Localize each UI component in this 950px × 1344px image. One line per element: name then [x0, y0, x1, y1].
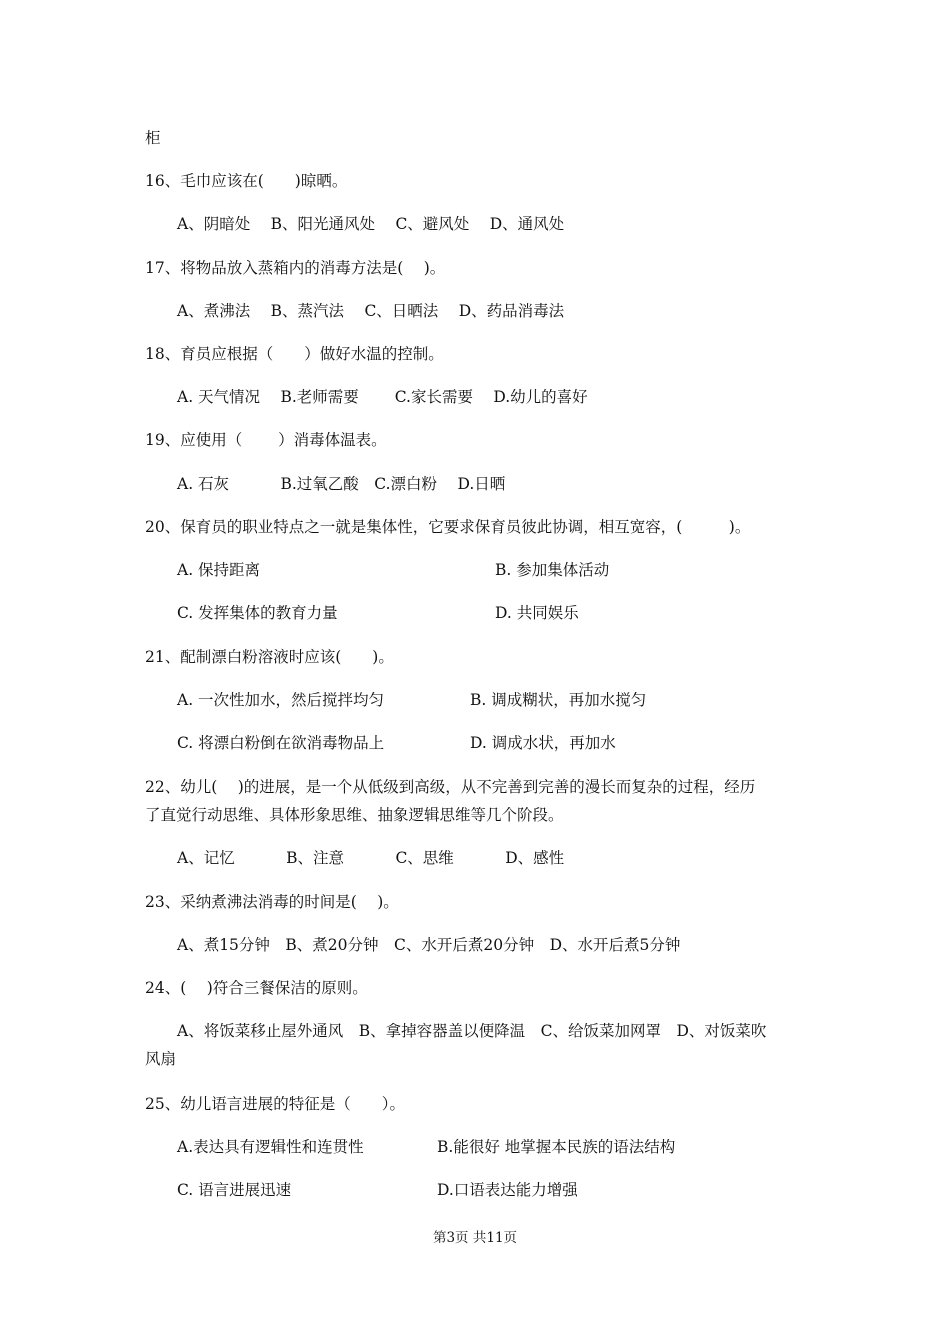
answer-options: A. 石灰 B.过氧乙酸 C.漂白粉 D.日晒: [177, 475, 506, 493]
question-text: 19、应使用（ ）消毒体温表。: [145, 431, 387, 449]
question-text: 柜: [145, 129, 161, 147]
question-text: 16、毛巾应该在( )晾晒。: [145, 172, 348, 190]
answer-options: A、记忆 B、注意 C、思维 D、感性: [177, 849, 565, 867]
question-text: 25、幼儿语言进展的特征是（ ）。: [145, 1095, 405, 1113]
question-text: 23、采纳煮沸法消毒的时间是( )。: [145, 893, 399, 911]
answer-options: A、煮沸法 B、蒸汽法 C、日晒法 D、药品消毒法: [177, 302, 565, 320]
answer-options: A、将饭菜移止屋外通风 B、拿掉容器盖以便降温 C、给饭菜加网罩 D、对饭菜吹: [177, 1022, 767, 1040]
answer-option-left: C. 将漂白粉倒在欲消毒物品上: [177, 734, 385, 752]
question-text: 风扇: [145, 1050, 177, 1068]
question-text: 20、保育员的职业特点之一就是集体性，它要求保育员彼此协调，相互宽容，( )。: [145, 518, 751, 536]
answer-option-right: B.能很好 地掌握本民族的语法结构: [437, 1138, 676, 1156]
page-footer: 第3页 共11页: [432, 1230, 518, 1246]
answer-option-left: C. 语言进展迅速: [177, 1181, 292, 1199]
answer-option-right: B. 调成糊状，再加水搅匀: [470, 691, 647, 709]
question-text: 18、育员应根据（ ）做好水温的控制。: [145, 345, 444, 363]
answer-options: A. 天气情况 B.老师需要 C.家长需要 D.幼儿的喜好: [177, 388, 588, 406]
answer-options: A、阴暗处 B、阳光通风处 C、避风处 D、通风处: [177, 215, 565, 233]
question-text: 17、将物品放入蒸箱内的消毒方法是( )。: [145, 259, 446, 277]
question-text: 22、幼儿( )的进展，是一个从低级到高级，从不完善到完善的漫长而复杂的过程，经历: [145, 778, 756, 796]
answer-option-left: A. 保持距离: [177, 561, 261, 579]
question-text: 21、配制漂白粉溶液时应该( )。: [145, 648, 394, 666]
answer-option-left: A.表达具有逻辑性和连贯性: [177, 1138, 364, 1156]
answer-option-left: C. 发挥集体的教育力量: [177, 604, 338, 622]
answer-option-right: D.口语表达能力增强: [437, 1181, 578, 1199]
answer-options: A、煮15分钟 B、煮20分钟 C、水开后煮20分钟 D、水开后煮5分钟: [177, 936, 681, 954]
question-text: 24、( )符合三餐保洁的原则。: [145, 979, 368, 997]
answer-option-right: B. 参加集体活动: [495, 561, 610, 579]
answer-option-right: D. 调成水状，再加水: [470, 734, 616, 752]
question-text: 了直觉行动思维、具体形象思维、抽象逻辑思维等几个阶段。: [145, 806, 564, 824]
answer-option-right: D. 共同娱乐: [495, 604, 579, 622]
answer-option-left: A. 一次性加水，然后搅拌均匀: [177, 691, 385, 709]
